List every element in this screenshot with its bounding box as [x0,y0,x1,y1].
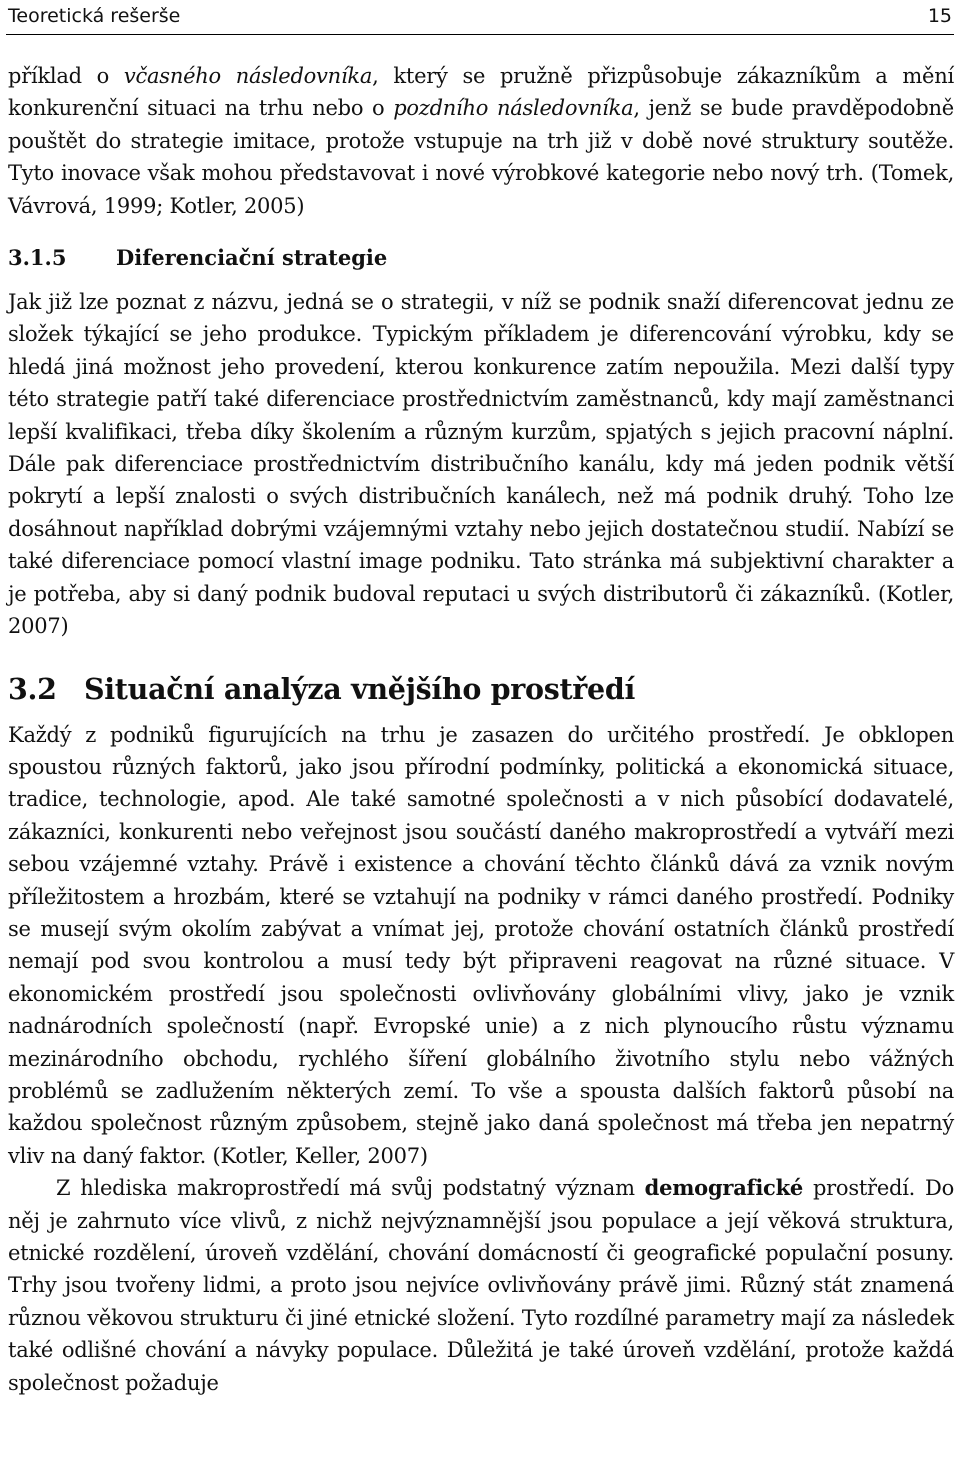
section-heading-3-2 [8,669,954,709]
paragraph-text-after: prostředí. Do něj je zahrnuto více vlivů, z nichž nejvýznamnější jsou populace a její věková struktura, etnické rozdělení, úroveň vzdělání, chování domácností či geografické populační posuny. Trhy jsou tvořeny lidmi, a proto jsou nejvíce ovlivňovány právě jimi. Různý stát znamená různou věkovou strukturu či jiné etnické složení. Tyto rozdílné parametry mají za následek také odlišné chování a návyky populace. Důležitá je také úroveň vzdělání, protože každá společnost požaduje [8,1176,954,1395]
intro-text-1: příklad o [8,64,124,88]
page-body [8,60,954,1399]
intro-text-2: , který se pružně přizpůsobuje zákazníkům a mění konkurenční situaci na trhu nebo o [8,64,954,121]
page-number: 15 [927,5,952,27]
section-title: Diferenciační strategie [116,245,388,271]
intro-paragraph [8,60,954,222]
section-number: 3.2 [8,671,57,706]
situacni-analyza-paragraph-1: Každý z podniků figurujících na trhu je zasazen do určitého prostředí. Je obklopen spoustou různých faktorů, jako jsou přírodní podmínky, politická a ekonomická situace, tradice, technologie, apod. Ale také samotné společnosti a v nich působící dodavatelé, zákazníci, konkurenti nebo veřejnost jsou součástí daného makroprostředí a vytváří mezi sebou vzájemné vztahy. Právě i existence a chování těchto článků dává za vznik novým příležitostem a hrozbám, které se vztahují na podniky v rámci daného prostředí. Podniky se musejí svým okolím zabývat a vnímat jej, protože chování ostatních článků prostředí nemají pod svou kontrolou a musí tedy být připraveni reagovat na různé situace. V ekonomickém prostředí jsou společnosti ovlivňovány globálními vlivy, jako je vznik nadnárodních společností (např. Evropské unie) a z nich plynoucího růstu významu mezinárodního obchodu, rychlého šíření globálního životního stylu nebo vážných problémů se zadlužením některých zemí. To vše a spousta dalších faktorů působí na každou společnost různým způsobem, stejně jako daná společnost má třeba jen nepatrný vliv na daný faktor. (Kotler, Keller, 2007) [8,722,954,1168]
intro-text-3: , jenž se bude pravděpodobně pouštět do strategie imitace, protože vstupuje na trh již v době nové struktury soutěže. Tyto inovace však mohou představovat i nové výrobkové kategorie nebo nový trh. (Tomek, Vávrová, 1999; Kotler, 2005) [8,96,954,218]
bold-term: demografické [644,1175,804,1201]
running-header [6,0,954,35]
situacni-analyza-paragraph-2 [8,1172,954,1399]
section-heading-3-1-5 [8,242,954,274]
diferenciacni-paragraph: Jak již lze poznat z názvu, jedná se o strategii, v níž se podnik snaží diferencovat jednu ze složek týkající se jeho produkce. Typickým příkladem je diferencování výrobku, kdy se hledá jiná možnost jeho provedení, kterou konkurence zatím nepoužila. Mezi další typy této strategie patří také diferenciace prostřednictvím zaměstnanců, kdy mají zaměstnanci lepší kvalifikaci, třeba díky školením a různým kurzům, spjatých s jejich pracovní náplní. Dále pak diferenciace prostřednictvím distribučního kanálu, kdy má jeden podnik větší pokrytí a lepší znalosti o svých distribučních kanálech, než má podnik druhý. Toho lze dosáhnout například dobrými vzájemnými vztahy nebo jejich dostatečnou studií. Nabízí se také diferenciace pomocí vlastní image podniku. Tato stránka má subjektivní charakter a je potřeba, aby si daný podnik budoval reputaci u svých distributorů či zákazníků. (Kotler, 2007) [8,290,954,639]
paragraph-text-before: Z hlediska makroprostředí má svůj podstatný význam [56,1176,645,1201]
intro-emphasis-2: pozdního následovníka [393,96,634,121]
section-title: Situační analýza vnějšího prostředí [84,671,636,706]
section-number: 3.1.5 [8,245,67,271]
header-title: Teoretická rešerše [8,5,181,27]
intro-emphasis-1: včasného následovníka [123,64,373,88]
